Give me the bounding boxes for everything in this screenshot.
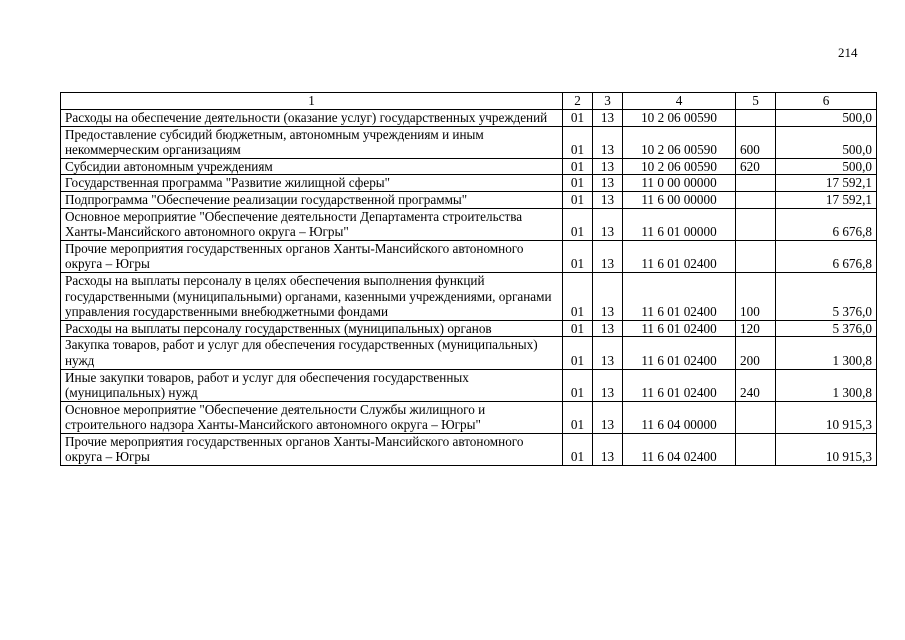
row-description: Предоставление субсидий бюджетным, автономным учреждениям и иным некоммерческим организациям bbox=[61, 126, 563, 158]
row-section: 01 bbox=[563, 433, 593, 465]
row-expense-type bbox=[736, 240, 776, 272]
row-description: Государственная программа "Развитие жилищной сферы" bbox=[61, 175, 563, 192]
row-expense-type bbox=[736, 175, 776, 192]
row-amount: 5 376,0 bbox=[776, 320, 877, 337]
row-target-code: 11 6 01 00000 bbox=[623, 208, 736, 240]
table-row bbox=[61, 337, 877, 369]
row-target-code: 11 6 04 00000 bbox=[623, 401, 736, 433]
table-row bbox=[61, 240, 877, 272]
row-expense-type bbox=[736, 401, 776, 433]
column-header: 1 bbox=[61, 93, 563, 110]
row-expense-type bbox=[736, 208, 776, 240]
row-description: Расходы на выплаты персоналу государственных (муниципальных) органов bbox=[61, 320, 563, 337]
budget-table bbox=[60, 92, 877, 466]
row-section: 01 bbox=[563, 240, 593, 272]
row-description: Основное мероприятие "Обеспечение деятельности Службы жилищного и строительного надзора Ханты-Мансийского автономного округа – Югры" bbox=[61, 401, 563, 433]
row-description: Подпрограмма "Обеспечение реализации государственной программы" bbox=[61, 191, 563, 208]
column-header: 5 bbox=[736, 93, 776, 110]
row-expense-type bbox=[736, 433, 776, 465]
row-section: 01 bbox=[563, 272, 593, 320]
row-subsection: 13 bbox=[593, 208, 623, 240]
row-description: Закупка товаров, работ и услуг для обеспечения государственных (муниципальных) нужд bbox=[61, 337, 563, 369]
row-subsection: 13 bbox=[593, 175, 623, 192]
row-expense-type: 100 bbox=[736, 272, 776, 320]
table-row bbox=[61, 401, 877, 433]
row-subsection: 13 bbox=[593, 433, 623, 465]
row-amount: 17 592,1 bbox=[776, 175, 877, 192]
row-subsection: 13 bbox=[593, 126, 623, 158]
row-expense-type: 620 bbox=[736, 158, 776, 175]
row-section: 01 bbox=[563, 110, 593, 127]
row-target-code: 11 6 01 02400 bbox=[623, 320, 736, 337]
table-row bbox=[61, 110, 877, 127]
row-description: Прочие мероприятия государственных органов Ханты-Мансийского автономного округа – Югры bbox=[61, 433, 563, 465]
row-amount: 500,0 bbox=[776, 158, 877, 175]
row-subsection: 13 bbox=[593, 337, 623, 369]
row-amount: 1 300,8 bbox=[776, 337, 877, 369]
table-row bbox=[61, 208, 877, 240]
row-subsection: 13 bbox=[593, 240, 623, 272]
row-description: Субсидии автономным учреждениям bbox=[61, 158, 563, 175]
row-subsection: 13 bbox=[593, 369, 623, 401]
column-header: 3 bbox=[593, 93, 623, 110]
row-target-code: 11 6 04 02400 bbox=[623, 433, 736, 465]
table-row bbox=[61, 320, 877, 337]
row-description: Расходы на обеспечение деятельности (оказание услуг) государственных учреждений bbox=[61, 110, 563, 127]
row-amount: 17 592,1 bbox=[776, 191, 877, 208]
row-expense-type: 600 bbox=[736, 126, 776, 158]
row-amount: 500,0 bbox=[776, 110, 877, 127]
row-target-code: 11 6 01 02400 bbox=[623, 337, 736, 369]
row-section: 01 bbox=[563, 208, 593, 240]
row-target-code: 11 6 01 02400 bbox=[623, 369, 736, 401]
row-section: 01 bbox=[563, 320, 593, 337]
table-row bbox=[61, 191, 877, 208]
row-expense-type bbox=[736, 110, 776, 127]
row-expense-type bbox=[736, 191, 776, 208]
row-amount: 500,0 bbox=[776, 126, 877, 158]
row-target-code: 11 6 00 00000 bbox=[623, 191, 736, 208]
row-amount: 6 676,8 bbox=[776, 208, 877, 240]
column-header: 6 bbox=[776, 93, 877, 110]
row-section: 01 bbox=[563, 158, 593, 175]
row-target-code: 11 6 01 02400 bbox=[623, 240, 736, 272]
row-amount: 10 915,3 bbox=[776, 433, 877, 465]
row-amount: 10 915,3 bbox=[776, 401, 877, 433]
row-target-code: 10 2 06 00590 bbox=[623, 126, 736, 158]
row-subsection: 13 bbox=[593, 272, 623, 320]
column-header: 4 bbox=[623, 93, 736, 110]
row-description: Иные закупки товаров, работ и услуг для обеспечения государственных (муниципальных) нужд bbox=[61, 369, 563, 401]
table-row bbox=[61, 175, 877, 192]
page-number: 214 bbox=[838, 45, 858, 60]
row-target-code: 11 6 01 02400 bbox=[623, 272, 736, 320]
row-target-code: 10 2 06 00590 bbox=[623, 158, 736, 175]
row-amount: 1 300,8 bbox=[776, 369, 877, 401]
row-description: Расходы на выплаты персоналу в целях обеспечения выполнения функций государственными (муниципальными) органами, казенными учреждениями, органами управления государственными внебюджетными фондами bbox=[61, 272, 563, 320]
table-body bbox=[61, 110, 877, 466]
row-section: 01 bbox=[563, 401, 593, 433]
row-target-code: 10 2 06 00590 bbox=[623, 110, 736, 127]
row-subsection: 13 bbox=[593, 158, 623, 175]
table-row bbox=[61, 126, 877, 158]
table-row bbox=[61, 369, 877, 401]
row-amount: 5 376,0 bbox=[776, 272, 877, 320]
row-description: Прочие мероприятия государственных органов Ханты-Мансийского автономного округа – Югры bbox=[61, 240, 563, 272]
row-section: 01 bbox=[563, 191, 593, 208]
table-row bbox=[61, 272, 877, 320]
row-target-code: 11 0 00 00000 bbox=[623, 175, 736, 192]
row-subsection: 13 bbox=[593, 320, 623, 337]
row-subsection: 13 bbox=[593, 110, 623, 127]
table-header-row bbox=[61, 93, 877, 110]
column-header: 2 bbox=[563, 93, 593, 110]
row-expense-type: 120 bbox=[736, 320, 776, 337]
row-subsection: 13 bbox=[593, 191, 623, 208]
row-section: 01 bbox=[563, 126, 593, 158]
row-section: 01 bbox=[563, 369, 593, 401]
row-description: Основное мероприятие "Обеспечение деятельности Департамента строительства Ханты-Мансийского автономного округа – Югры" bbox=[61, 208, 563, 240]
row-subsection: 13 bbox=[593, 401, 623, 433]
row-expense-type: 200 bbox=[736, 337, 776, 369]
row-amount: 6 676,8 bbox=[776, 240, 877, 272]
table-row bbox=[61, 433, 877, 465]
row-section: 01 bbox=[563, 175, 593, 192]
row-expense-type: 240 bbox=[736, 369, 776, 401]
table-row bbox=[61, 158, 877, 175]
row-section: 01 bbox=[563, 337, 593, 369]
